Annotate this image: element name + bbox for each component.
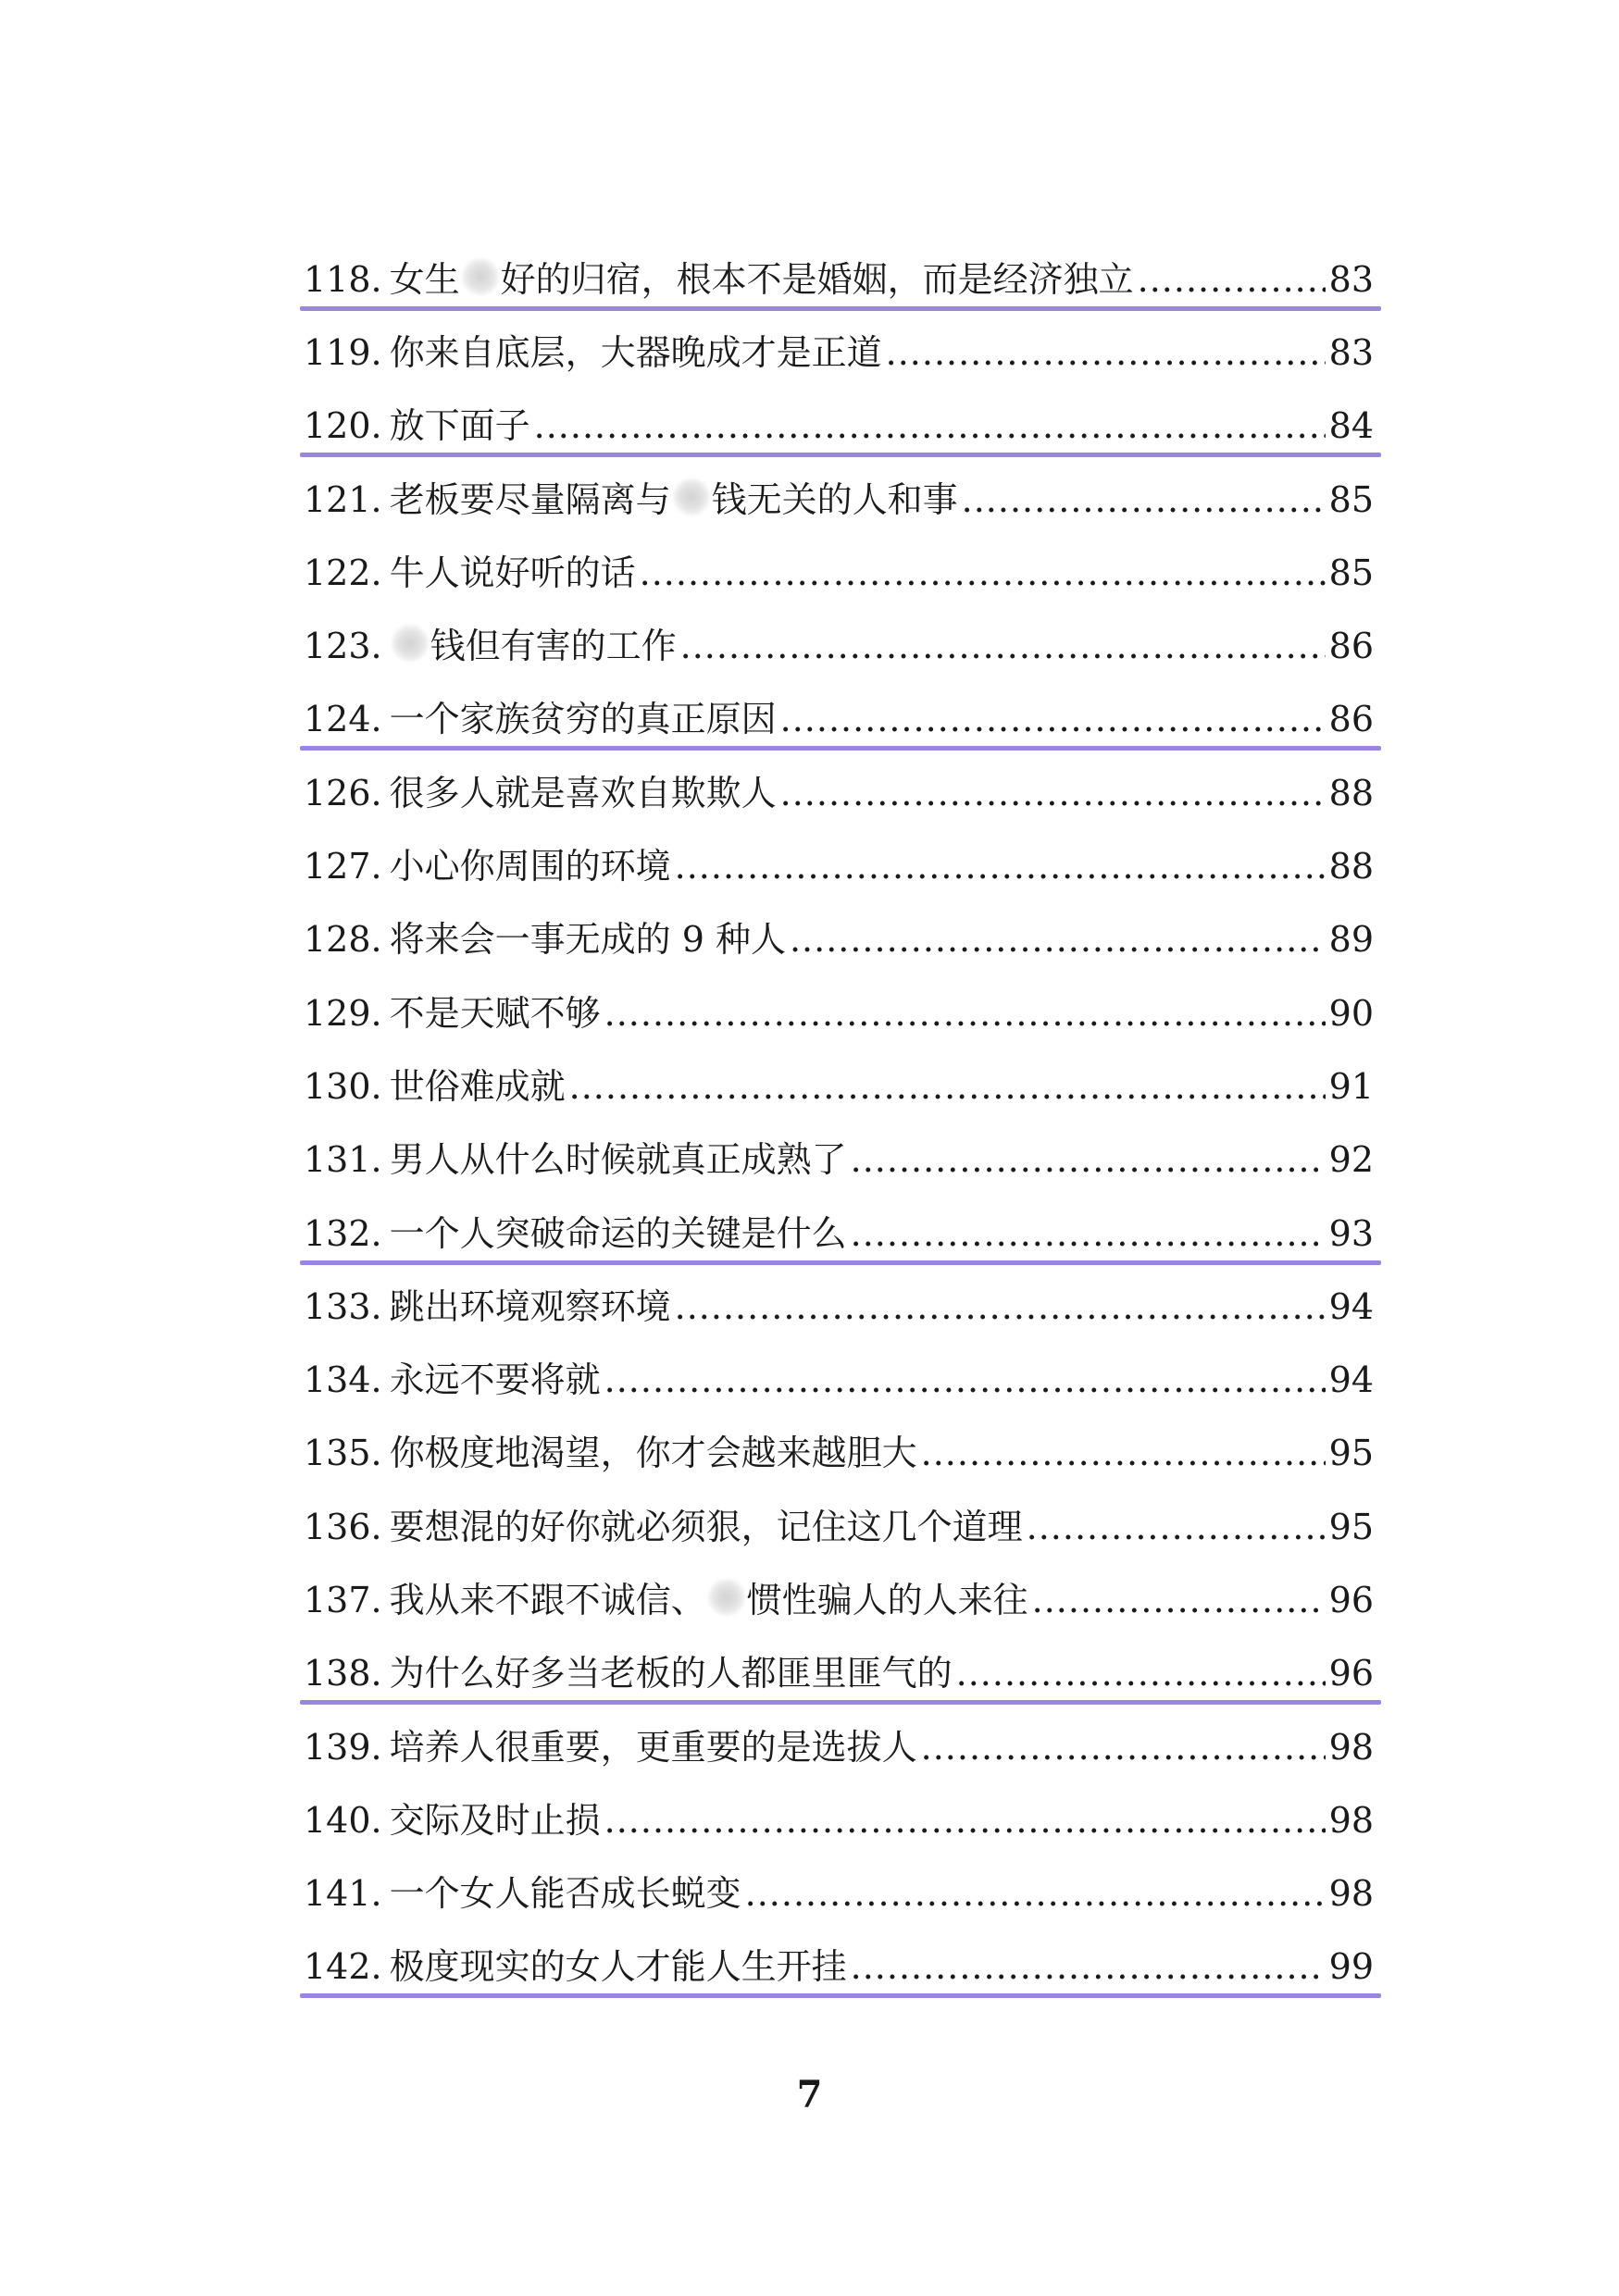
toc-entry-title bbox=[390, 330, 882, 375]
toc-row bbox=[304, 1930, 1374, 2004]
redacted-blur-mark bbox=[673, 478, 710, 515]
toc-entry-title bbox=[390, 1137, 847, 1182]
toc-entry-page: 99 bbox=[1328, 1946, 1374, 1988]
toc-row bbox=[304, 1197, 1374, 1270]
toc-entry-page: 88 bbox=[1328, 772, 1374, 813]
toc-entry-title bbox=[390, 1285, 671, 1329]
toc-entry-page: 94 bbox=[1328, 1285, 1374, 1327]
toc-entry-page: 92 bbox=[1328, 1139, 1374, 1181]
toc-entry-page: 83 bbox=[1328, 258, 1374, 300]
toc-entry-title bbox=[390, 1211, 847, 1256]
toc-entry-title-text: 我从来不跟不诚信、 bbox=[389, 1579, 706, 1620]
toc-dot-leader bbox=[851, 1211, 1326, 1256]
toc-entry-title bbox=[390, 697, 777, 741]
toc-entry-title bbox=[390, 844, 671, 888]
toc-entry-title-text: 钱但有害的工作 bbox=[430, 626, 677, 667]
toc-entry-number: 134. bbox=[304, 1359, 382, 1401]
toc-entry-title-text: 女生 bbox=[389, 258, 460, 300]
toc-entry-title bbox=[390, 1431, 917, 1475]
toc-entry-title bbox=[390, 1578, 1028, 1622]
toc-row bbox=[304, 683, 1374, 756]
toc-row bbox=[304, 316, 1374, 389]
toc-entry-number: 118. bbox=[304, 258, 382, 300]
page-number: 7 bbox=[796, 2073, 823, 2116]
toc-dot-leader bbox=[604, 1798, 1326, 1843]
toc-entry-page: 98 bbox=[1328, 1799, 1374, 1841]
toc-entry-page: 93 bbox=[1328, 1212, 1374, 1254]
toc-entry-link[interactable] bbox=[304, 1578, 1374, 1622]
toc-dot-leader bbox=[1032, 1578, 1326, 1622]
toc-entry-link[interactable] bbox=[304, 624, 1374, 668]
toc-dot-leader bbox=[780, 697, 1326, 741]
toc-entry-title-text: 永远不要将就 bbox=[389, 1359, 601, 1401]
toc-dot-leader bbox=[851, 1944, 1326, 1989]
toc-entry-page: 85 bbox=[1328, 478, 1374, 520]
toc-row bbox=[304, 1123, 1374, 1197]
toc-entry-number: 127. bbox=[304, 846, 382, 887]
highlight-underline bbox=[300, 306, 1381, 311]
toc-entry-title-text: 很多人就是喜欢自欺欺人 bbox=[389, 772, 777, 813]
toc-dot-leader bbox=[1027, 1505, 1326, 1549]
toc-entry-title-text: 一个人突破命运的关键是什么 bbox=[389, 1212, 847, 1254]
toc-entry-title-text: 将来会一事无成的 9 种人 bbox=[389, 919, 786, 961]
table-of-contents bbox=[304, 242, 1374, 2004]
highlight-underline bbox=[300, 453, 1381, 457]
toc-entry-link[interactable] bbox=[304, 1211, 1374, 1256]
toc-entry-page: 94 bbox=[1328, 1359, 1374, 1401]
toc-entry-title-text: 你极度地渴望，你才会越来越胆大 bbox=[389, 1433, 917, 1474]
toc-dot-leader bbox=[604, 1358, 1326, 1402]
toc-entry-number: 126. bbox=[304, 772, 382, 813]
toc-dot-leader bbox=[640, 551, 1326, 595]
toc-entry-number: 139. bbox=[304, 1726, 382, 1768]
toc-entry-page: 96 bbox=[1328, 1653, 1374, 1694]
toc-entry-title-text: 你来自底层，大器晚成才是正道 bbox=[389, 331, 882, 373]
toc-dot-leader bbox=[569, 1064, 1326, 1109]
toc-dot-leader bbox=[921, 1725, 1326, 1769]
toc-entry-link[interactable] bbox=[304, 1725, 1374, 1769]
toc-entry-title bbox=[390, 1505, 1023, 1549]
toc-entry-title bbox=[390, 1358, 601, 1402]
toc-dot-leader bbox=[680, 624, 1326, 668]
highlight-underline bbox=[300, 1993, 1381, 1998]
toc-entry-page: 86 bbox=[1328, 626, 1374, 667]
toc-entry-number: 138. bbox=[304, 1653, 382, 1694]
toc-entry-link[interactable] bbox=[304, 697, 1374, 741]
toc-entry-page: 83 bbox=[1328, 331, 1374, 373]
toc-row bbox=[304, 463, 1374, 536]
toc-row bbox=[304, 1563, 1374, 1636]
toc-entry-title bbox=[390, 917, 786, 962]
toc-entry-title bbox=[390, 403, 530, 448]
toc-entry-title-text: 世俗难成就 bbox=[389, 1065, 566, 1107]
toc-entry-number: 128. bbox=[304, 919, 382, 961]
toc-entry-link[interactable] bbox=[304, 991, 1374, 1036]
toc-row bbox=[304, 536, 1374, 609]
toc-entry-title-text: 不是天赋不够 bbox=[389, 992, 601, 1034]
toc-entry-number: 141. bbox=[304, 1873, 382, 1915]
toc-dot-leader bbox=[604, 991, 1326, 1036]
toc-entry-title bbox=[390, 1944, 847, 1989]
toc-row bbox=[304, 1049, 1374, 1123]
toc-entry-page: 89 bbox=[1328, 919, 1374, 961]
toc-entry-number: 121. bbox=[304, 478, 382, 520]
toc-row bbox=[304, 829, 1374, 902]
toc-dot-leader bbox=[1138, 257, 1326, 302]
highlight-underline bbox=[300, 1700, 1381, 1705]
toc-entry-number: 132. bbox=[304, 1212, 382, 1254]
toc-entry-title-text: 小心你周围的环境 bbox=[389, 846, 671, 887]
toc-entry-title-text: 放下面子 bbox=[389, 405, 530, 447]
toc-entry-page: 98 bbox=[1328, 1873, 1374, 1915]
toc-entry-link[interactable] bbox=[304, 1798, 1374, 1843]
toc-dot-leader bbox=[956, 1651, 1326, 1695]
toc-dot-leader bbox=[851, 1137, 1326, 1182]
toc-row bbox=[304, 1270, 1374, 1343]
toc-row bbox=[304, 242, 1374, 316]
toc-entry-title-text: 惯性骗人的人来往 bbox=[746, 1579, 1028, 1620]
toc-row bbox=[304, 1637, 1374, 1710]
toc-entry-page: 95 bbox=[1328, 1506, 1374, 1547]
toc-entry-title-text: 好的归宿，根本不是婚姻，而是经济独立 bbox=[500, 258, 1134, 300]
toc-row bbox=[304, 1490, 1374, 1563]
toc-entry-title bbox=[390, 624, 677, 668]
toc-entry-title bbox=[390, 1798, 601, 1843]
toc-entry-number: 123. bbox=[304, 626, 382, 667]
toc-entry-page: 86 bbox=[1328, 699, 1374, 740]
toc-dot-leader bbox=[962, 478, 1326, 522]
toc-entry-title-text: 培养人很重要，更重要的是选拔人 bbox=[389, 1726, 917, 1768]
toc-entry-title-text: 要想混的好你就必须狠，记住这几个道理 bbox=[389, 1506, 1023, 1547]
toc-entry-number: 135. bbox=[304, 1433, 382, 1474]
toc-entry-number: 129. bbox=[304, 992, 382, 1034]
toc-entry-title-text: 跳出环境观察环境 bbox=[389, 1285, 671, 1327]
toc-entry-title bbox=[390, 991, 601, 1036]
toc-row bbox=[304, 756, 1374, 829]
toc-entry-number: 133. bbox=[304, 1285, 382, 1327]
toc-entry-number: 130. bbox=[304, 1065, 382, 1107]
toc-row bbox=[304, 976, 1374, 1049]
highlight-underline bbox=[300, 1260, 1381, 1265]
toc-entry-link[interactable] bbox=[304, 771, 1374, 815]
toc-entry-number: 119. bbox=[304, 331, 382, 373]
toc-dot-leader bbox=[780, 771, 1326, 815]
toc-dot-leader bbox=[675, 1285, 1326, 1329]
toc-entry-title bbox=[390, 257, 1134, 302]
toc-entry-link[interactable] bbox=[304, 403, 1374, 448]
toc-entry-title bbox=[390, 1651, 953, 1695]
toc-entry-link[interactable] bbox=[304, 257, 1374, 302]
toc-entry-page: 84 bbox=[1328, 405, 1374, 447]
toc-row bbox=[304, 1710, 1374, 1783]
toc-entry-page: 90 bbox=[1328, 992, 1374, 1034]
redacted-blur-mark bbox=[392, 625, 429, 662]
toc-entry-link[interactable] bbox=[304, 1651, 1374, 1695]
toc-entry-title bbox=[390, 1871, 741, 1916]
toc-entry-link[interactable] bbox=[304, 1431, 1374, 1475]
toc-dot-leader bbox=[790, 917, 1326, 962]
toc-row bbox=[304, 1783, 1374, 1856]
toc-entry-title bbox=[390, 1064, 566, 1109]
toc-dot-leader bbox=[886, 330, 1326, 375]
toc-entry-link[interactable] bbox=[304, 551, 1374, 595]
redacted-blur-mark bbox=[462, 258, 499, 295]
toc-entry-link[interactable] bbox=[304, 330, 1374, 375]
highlight-underline bbox=[300, 746, 1381, 751]
toc-entry-title bbox=[390, 1725, 917, 1769]
toc-entry-page: 85 bbox=[1328, 552, 1374, 593]
toc-entry-number: 131. bbox=[304, 1139, 382, 1181]
toc-entry-number: 142. bbox=[304, 1946, 382, 1988]
toc-dot-leader bbox=[921, 1431, 1326, 1475]
toc-dot-leader bbox=[675, 844, 1326, 888]
toc-entry-link[interactable] bbox=[304, 917, 1374, 962]
toc-entry-page: 95 bbox=[1328, 1433, 1374, 1474]
toc-row bbox=[304, 1857, 1374, 1930]
toc-row bbox=[304, 609, 1374, 682]
toc-entry-title-text: 一个家族贫穷的真正原因 bbox=[389, 699, 777, 740]
toc-entry-title-text: 为什么好多当老板的人都匪里匪气的 bbox=[389, 1653, 953, 1694]
toc-entry-title-text: 老板要尽量隔离与 bbox=[389, 478, 671, 520]
toc-entry-title bbox=[390, 551, 636, 595]
toc-entry-link[interactable] bbox=[304, 1285, 1374, 1329]
toc-entry-number: 140. bbox=[304, 1799, 382, 1841]
toc-entry-title-text: 一个女人能否成长蜕变 bbox=[389, 1873, 741, 1915]
toc-entry-number: 137. bbox=[304, 1579, 382, 1620]
toc-entry-page: 91 bbox=[1328, 1065, 1374, 1107]
toc-row bbox=[304, 903, 1374, 976]
toc-entry-page: 88 bbox=[1328, 846, 1374, 887]
toc-entry-title-text: 男人从什么时候就真正成熟了 bbox=[389, 1139, 847, 1181]
toc-entry-title-text: 极度现实的女人才能人生开挂 bbox=[389, 1946, 847, 1988]
toc-entry-link[interactable] bbox=[304, 1871, 1374, 1916]
toc-row bbox=[304, 390, 1374, 463]
toc-entry-title-text: 钱无关的人和事 bbox=[711, 478, 958, 520]
toc-dot-leader bbox=[534, 403, 1326, 448]
redacted-blur-mark bbox=[708, 1579, 745, 1616]
toc-entry-link[interactable] bbox=[304, 1064, 1374, 1109]
toc-entry-number: 136. bbox=[304, 1506, 382, 1547]
toc-entry-link[interactable] bbox=[304, 1358, 1374, 1402]
toc-entry-page: 96 bbox=[1328, 1579, 1374, 1620]
toc-entry-number: 120. bbox=[304, 405, 382, 447]
toc-entry-link[interactable] bbox=[304, 1505, 1374, 1549]
toc-entry-title bbox=[390, 771, 777, 815]
toc-dot-leader bbox=[745, 1871, 1326, 1916]
toc-entry-link[interactable] bbox=[304, 1944, 1374, 1989]
toc-entry-number: 124. bbox=[304, 699, 382, 740]
toc-entry-link[interactable] bbox=[304, 1137, 1374, 1182]
toc-entry-title-text: 交际及时止损 bbox=[389, 1799, 601, 1841]
toc-entry-link[interactable] bbox=[304, 478, 1374, 522]
toc-entry-page: 98 bbox=[1328, 1726, 1374, 1768]
toc-row bbox=[304, 1343, 1374, 1416]
toc-entry-number: 122. bbox=[304, 552, 382, 593]
toc-row bbox=[304, 1417, 1374, 1490]
toc-entry-title-text: 牛人说好听的话 bbox=[389, 552, 636, 593]
toc-entry-title bbox=[390, 478, 958, 522]
toc-entry-link[interactable] bbox=[304, 844, 1374, 888]
